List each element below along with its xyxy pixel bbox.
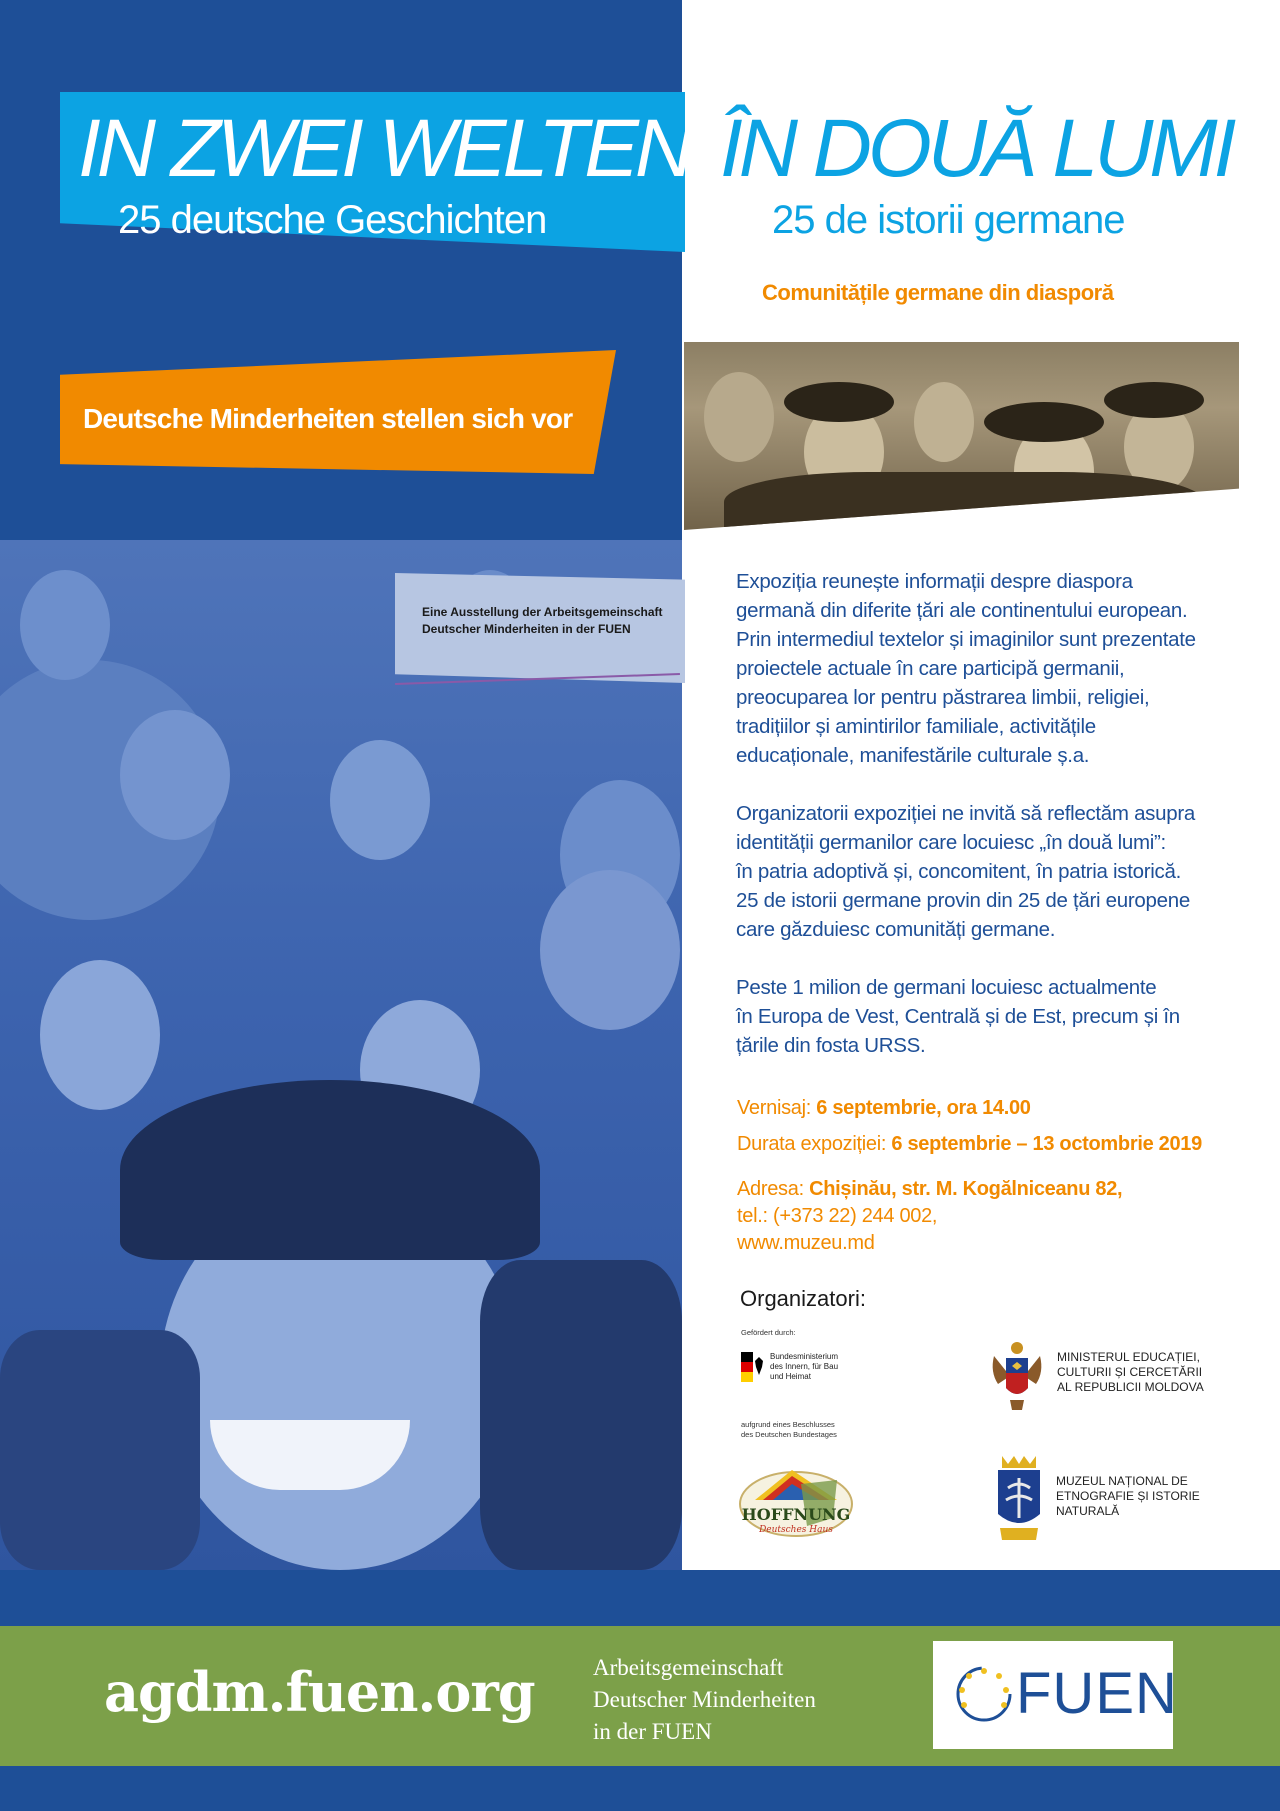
paragraph-1 — [736, 567, 1196, 770]
bmi-line: und Heimat — [770, 1372, 811, 1381]
para1-line: germană din diferite țări ale continentului european. — [736, 599, 1188, 622]
beschluss-line: des Deutschen Bundestages — [741, 1430, 837, 1439]
hoffnung-logo — [737, 1462, 855, 1540]
para2-line: identității germanilor care locuiesc „în două lumi”: — [736, 831, 1166, 854]
para3-line: țările din fosta URSS. — [736, 1034, 926, 1057]
footer-top-band — [0, 1570, 1280, 1626]
ministry-text — [1057, 1350, 1204, 1395]
para1-line: proiectele actuale în care participă germanii, — [736, 657, 1125, 680]
bmi-line: Bundesministerium — [770, 1352, 839, 1361]
phone: tel.: (+373 22) 244 002, — [737, 1205, 938, 1227]
ministry-line: AL REPUBLICII MOLDOVA — [1057, 1380, 1204, 1394]
group-photo-right — [684, 342, 1239, 530]
para2-line: 25 de istorii germane provin din 25 de țări europene — [736, 889, 1190, 912]
organizers-title: Organizatori: — [740, 1286, 866, 1311]
title-ro: ÎN DOUĂ LUMI — [720, 103, 1233, 194]
caption-line-2: Deutscher Minderheiten in der FUEN — [422, 622, 631, 636]
vernisaj-label: Vernisaj: — [737, 1097, 812, 1119]
fuen-stars-icon — [953, 1663, 1015, 1725]
caption-line-1: Eine Ausstellung der Arbeitsgemeinschaft — [422, 605, 663, 619]
para1-line: preocuparea lor pentru păstrarea limbii, religiei, — [736, 686, 1150, 709]
subtitle-ro: 25 de istorii germane — [772, 198, 1125, 242]
durata-value: 6 septembrie – 13 octombrie 2019 — [891, 1133, 1202, 1155]
para2-line: Organizatorii expoziției ne invită să reflectăm asupra — [736, 802, 1195, 825]
paragraph-2 — [736, 799, 1195, 944]
footer-org-line: in der FUEN — [593, 1719, 712, 1744]
vernisaj-value: 6 septembrie, ora 14.00 — [816, 1097, 1031, 1119]
durata-label: Durata expoziției: — [737, 1133, 887, 1155]
beschluss-line: aufgrund eines Beschlusses — [741, 1420, 835, 1429]
paragraph-3 — [736, 973, 1180, 1060]
eagle-icon — [752, 1355, 766, 1377]
fuen-logo-text: FUEN — [1016, 1661, 1178, 1726]
para1-line: tradițiilor și amintirilor familiale, activitățile — [736, 715, 1096, 738]
site-url-link[interactable]: agdm.fuen.org — [104, 1660, 535, 1724]
museum-line: MUZEUL NAȚIONAL DE — [1056, 1474, 1188, 1488]
vernisaj-line — [737, 1097, 1031, 1120]
para1-line: Expoziția reunește informații despre diaspora — [736, 570, 1133, 593]
para1-line: Prin intermediul textelor și imaginilor sunt prezentate — [736, 628, 1196, 651]
adresa-value: Chișinău, str. M. Kogălniceanu 82, — [809, 1178, 1123, 1200]
durata-line — [737, 1133, 1202, 1156]
subtitle-de: 25 deutsche Geschichten — [118, 198, 547, 242]
para1-line: educaționale, manifestările culturale ș.a. — [736, 744, 1090, 767]
website-link[interactable]: www.muzeu.md — [737, 1232, 875, 1254]
footer-org-name — [593, 1652, 816, 1748]
beschluss-text — [741, 1420, 837, 1440]
orange-banner-text: Deutsche Minderheiten stellen sich vor — [83, 403, 573, 434]
footer-org-line: Arbeitsgemeinschaft — [593, 1655, 784, 1680]
footer-org-line: Deutscher Minderheiten — [593, 1687, 816, 1712]
adresa-label: Adresa: — [737, 1178, 804, 1200]
para2-line: în patria adoptivă și, concomitent, în patria istorică. — [736, 860, 1181, 883]
para2-line: care găzduiesc comunități germane. — [736, 918, 1056, 941]
para3-line: Peste 1 milion de germani locuiesc actualmente — [736, 976, 1157, 999]
museum-line: ETNOGRAFIE ȘI ISTORIE — [1056, 1489, 1200, 1503]
ministry-line: CULTURII ȘI CERCETĂRII — [1057, 1365, 1203, 1379]
hoffnung-name: HOFFNUNG — [741, 1505, 851, 1524]
museum-line: NATURALĂ — [1056, 1504, 1120, 1518]
footer-bottom-band — [0, 1766, 1280, 1811]
bmi-text — [770, 1352, 838, 1382]
title-de: IN ZWEI WELTEN — [78, 103, 691, 194]
bmi-line: des Innern, für Bau — [770, 1362, 839, 1371]
tagline-ro: Comunitățile germane din diasporă — [762, 280, 1114, 305]
museum-coat-of-arms-icon — [994, 1452, 1044, 1546]
adresa-block — [737, 1176, 1122, 1257]
gefoerdert-label: Gefördert durch: — [741, 1328, 796, 1337]
moldova-coat-of-arms-icon — [988, 1338, 1046, 1412]
group-photo-left — [0, 540, 682, 1570]
caption-text — [422, 604, 684, 638]
ministry-line: MINISTERUL EDUCAȚIEI, — [1057, 1350, 1200, 1364]
para3-line: în Europa de Vest, Centrală și de Est, precum și în — [736, 1005, 1180, 1028]
hoffnung-sub: Deutsches Haus — [759, 1525, 833, 1535]
museum-text — [1056, 1474, 1200, 1519]
